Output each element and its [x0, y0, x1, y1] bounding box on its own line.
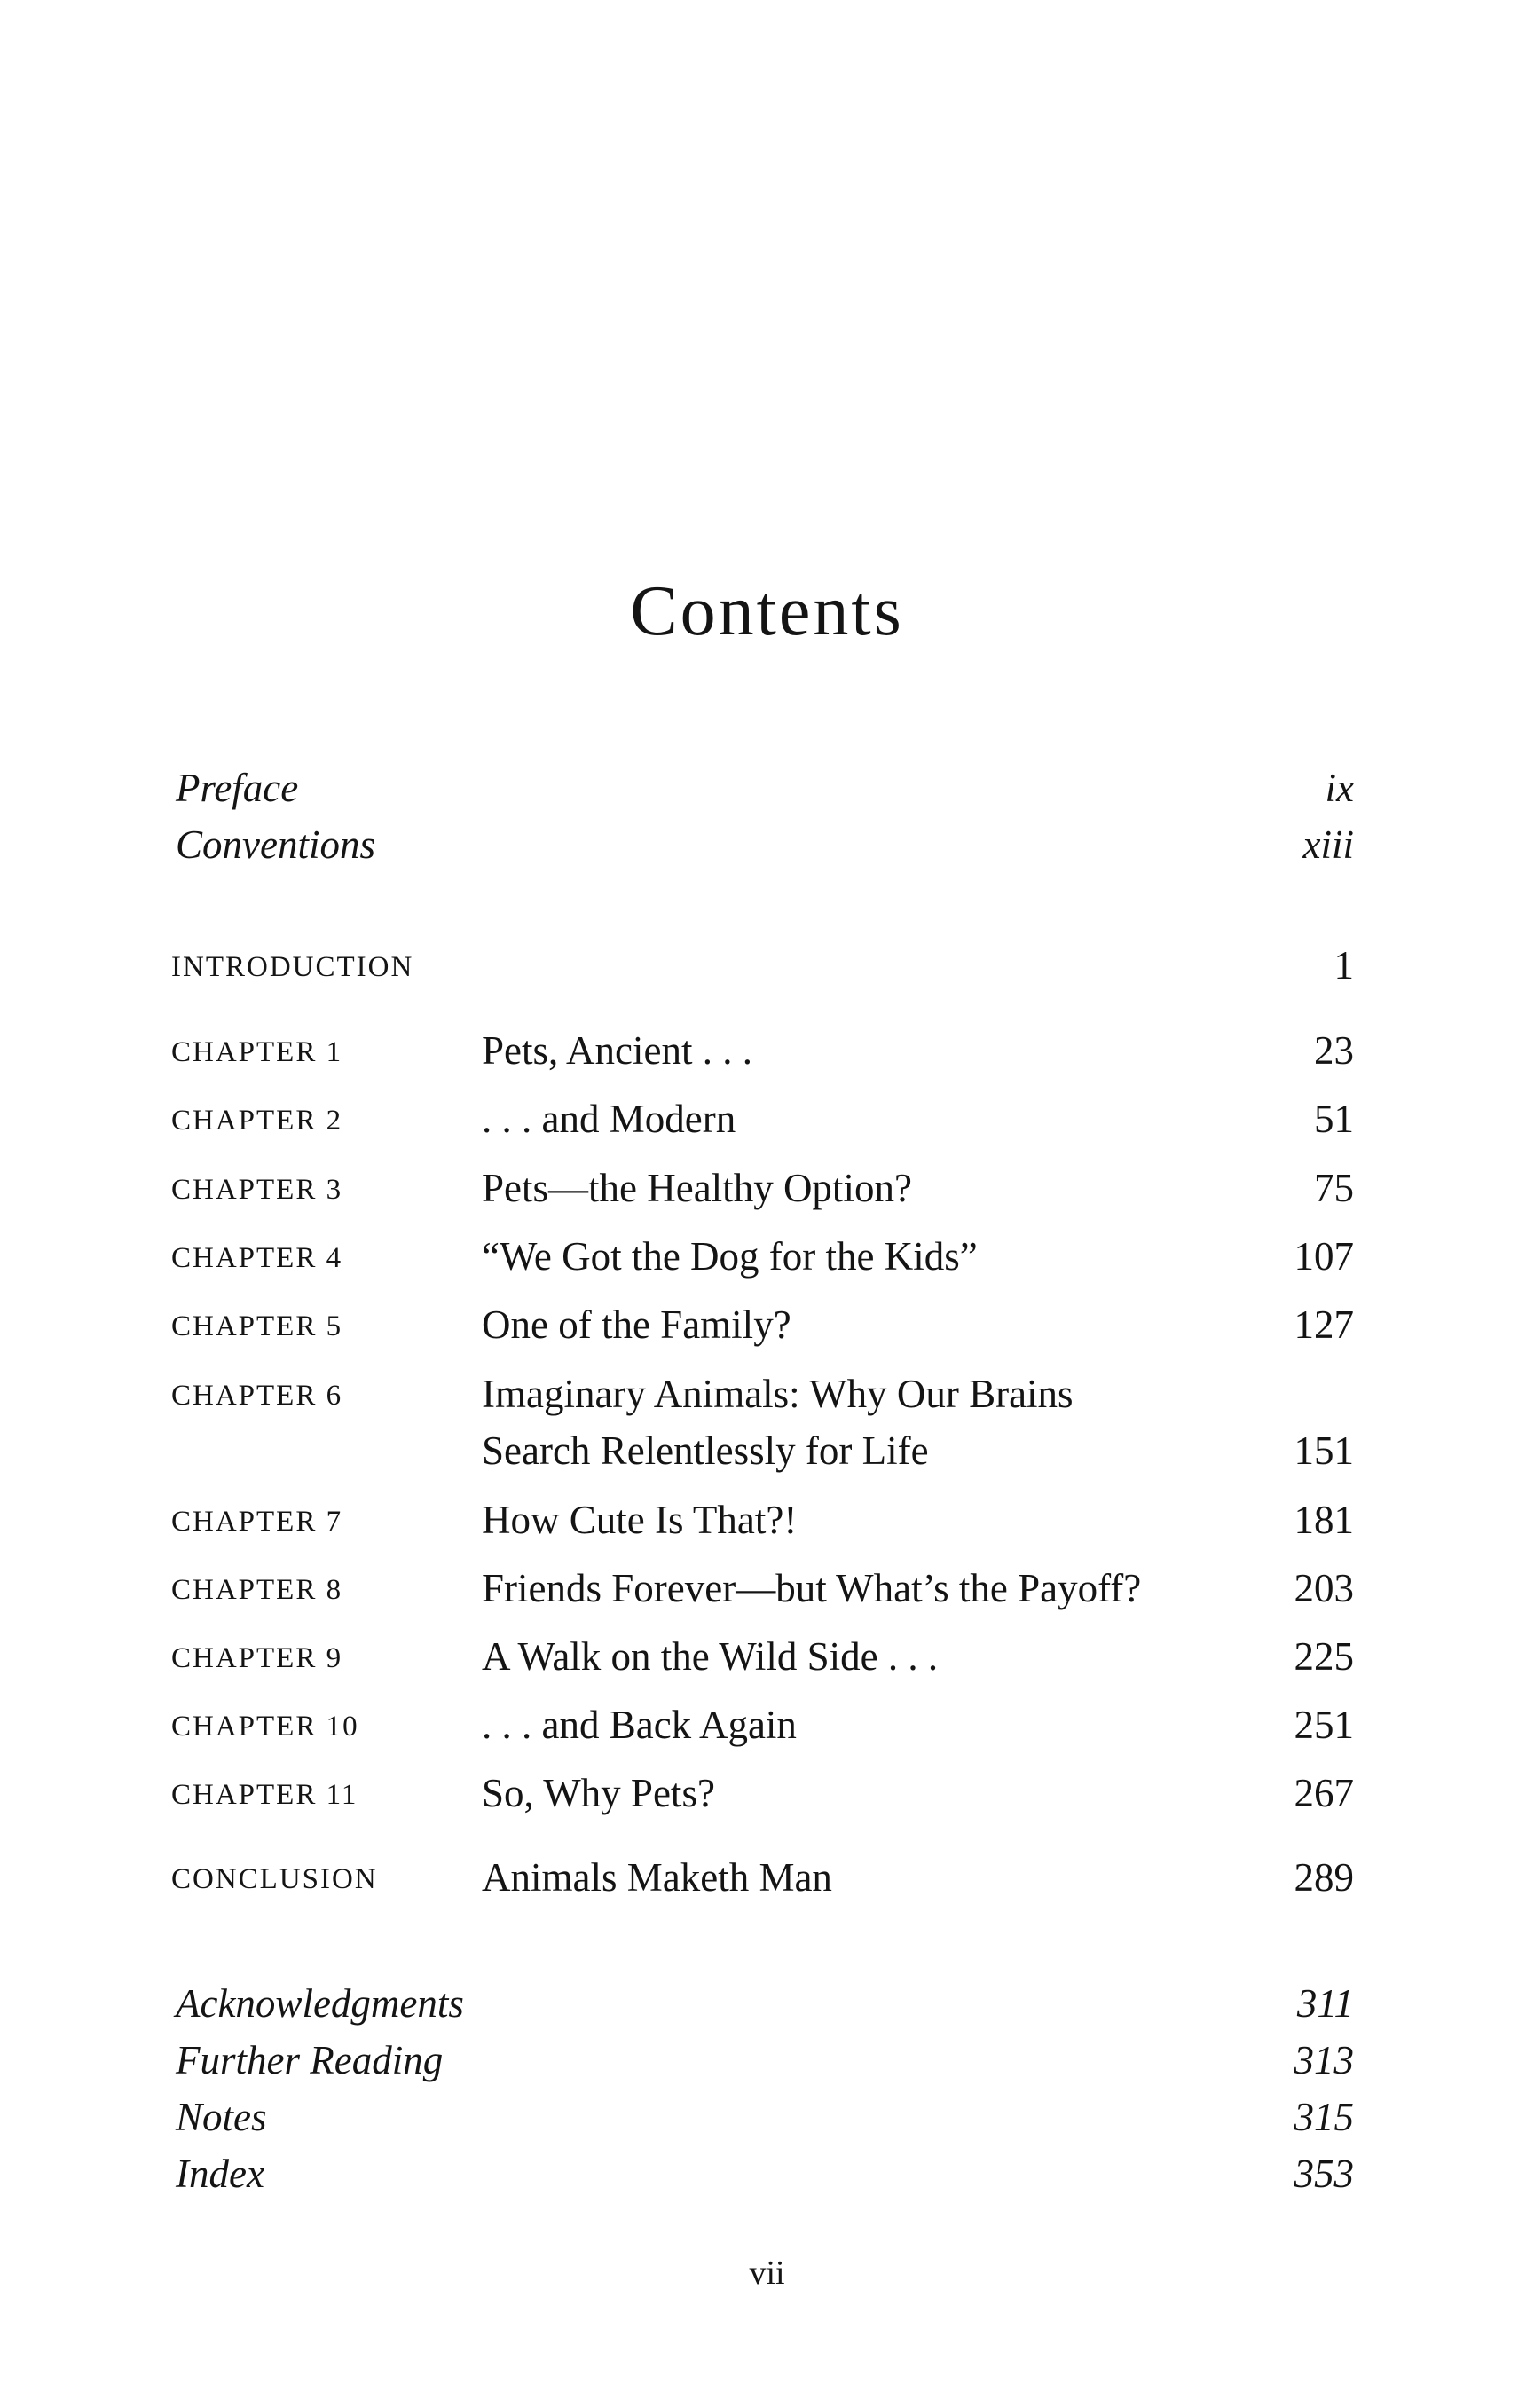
entry-page: 107	[1294, 1234, 1354, 1279]
entry-page: xiii	[1302, 822, 1354, 867]
chapter-title-line-1: Imaginary Animals: Why Our Brains	[482, 1372, 1074, 1416]
chapter-title: So, Why Pets?	[482, 1771, 715, 1815]
toc-entry-chapter-6[interactable]	[0, 1371, 1534, 1486]
entry-page: 225	[1294, 1634, 1354, 1679]
entry-page: 313	[1294, 2038, 1354, 2082]
entry-page: 1	[1333, 943, 1354, 988]
entry-label: CONCLUSION	[171, 1863, 378, 1895]
entry-page: 127	[1294, 1302, 1354, 1347]
chapter-label: CHAPTER 7	[171, 1506, 343, 1538]
entry-label: Preface	[176, 766, 299, 810]
toc-entry-chapter-1[interactable]	[0, 1027, 1534, 1081]
entry-page: 203	[1294, 1566, 1354, 1610]
toc-entry-acknowledgments[interactable]	[0, 1980, 1534, 2034]
entry-label: Conventions	[176, 822, 375, 867]
chapter-label: CHAPTER 1	[171, 1036, 343, 1068]
entry-page: 23	[1314, 1028, 1354, 1073]
toc-entry-chapter-3[interactable]	[0, 1165, 1534, 1218]
toc-entry-conventions[interactable]	[0, 822, 1534, 875]
chapter-title: . . . and Back Again	[482, 1703, 797, 1747]
toc-entry-chapter-2[interactable]	[0, 1096, 1534, 1149]
toc-entry-chapter-9[interactable]	[0, 1633, 1534, 1687]
chapter-label: CHAPTER 6	[171, 1380, 343, 1412]
toc-entry-preface[interactable]	[0, 765, 1534, 818]
chapter-title: How Cute Is That?!	[482, 1498, 798, 1542]
entry-page: 251	[1294, 1703, 1354, 1747]
toc-entry-chapter-10[interactable]	[0, 1702, 1534, 1755]
entry-page: 267	[1294, 1771, 1354, 1815]
chapter-label: CHAPTER 9	[171, 1642, 343, 1674]
entry-label: INTRODUCTION	[171, 951, 414, 983]
entry-label: Index	[176, 2152, 264, 2196]
entry-title: Animals Maketh Man	[482, 1855, 832, 1900]
toc-entry-conclusion[interactable]	[0, 1854, 1534, 1908]
toc-entry-chapter-5[interactable]	[0, 1302, 1534, 1355]
page-title: Contents	[630, 571, 904, 650]
chapter-title: Pets, Ancient . . .	[482, 1028, 752, 1073]
chapter-label: CHAPTER 8	[171, 1574, 343, 1606]
chapter-label: CHAPTER 4	[171, 1242, 343, 1274]
entry-label: Acknowledgments	[176, 1981, 464, 2026]
toc-entry-introduction[interactable]	[0, 942, 1534, 995]
entry-page: 289	[1294, 1855, 1354, 1900]
chapter-label: CHAPTER 2	[171, 1105, 343, 1137]
entry-page: ix	[1325, 766, 1354, 810]
chapter-label: CHAPTER 5	[171, 1310, 343, 1342]
entry-page: 311	[1296, 1981, 1354, 2026]
entry-page: 315	[1294, 2095, 1354, 2139]
chapter-label: CHAPTER 3	[171, 1174, 343, 1206]
toc-entry-further-reading[interactable]	[0, 2037, 1534, 2090]
toc-entry-chapter-4[interactable]	[0, 1233, 1534, 1287]
entry-page: 181	[1294, 1498, 1354, 1542]
entry-page: 75	[1314, 1166, 1354, 1210]
chapter-title: A Walk on the Wild Side . . .	[482, 1634, 939, 1679]
toc-entry-chapter-7[interactable]	[0, 1497, 1534, 1550]
chapter-label: CHAPTER 11	[171, 1779, 358, 1811]
chapter-title: Pets—the Healthy Option?	[482, 1166, 912, 1210]
toc-entry-notes[interactable]	[0, 2094, 1534, 2147]
chapter-title: Friends Forever—but What’s the Payoff?	[482, 1566, 1142, 1610]
entry-label: Notes	[176, 2095, 267, 2139]
chapter-label: CHAPTER 10	[171, 1711, 359, 1743]
toc-entry-chapter-8[interactable]	[0, 1565, 1534, 1618]
chapter-title: . . . and Modern	[482, 1097, 736, 1141]
entry-page: 151	[1294, 1428, 1354, 1473]
chapter-title: “We Got the Dog for the Kids”	[482, 1234, 978, 1279]
page-number: vii	[749, 2255, 785, 2292]
toc-entry-index[interactable]	[0, 2151, 1534, 2204]
entry-page: 353	[1294, 2152, 1354, 2196]
entry-label: Further Reading	[176, 2038, 444, 2082]
toc-entry-chapter-11[interactable]	[0, 1770, 1534, 1823]
entry-page: 51	[1314, 1097, 1354, 1141]
chapter-title: One of the Family?	[482, 1302, 791, 1347]
chapter-title-line-2: Search Relentlessly for Life	[482, 1428, 929, 1473]
